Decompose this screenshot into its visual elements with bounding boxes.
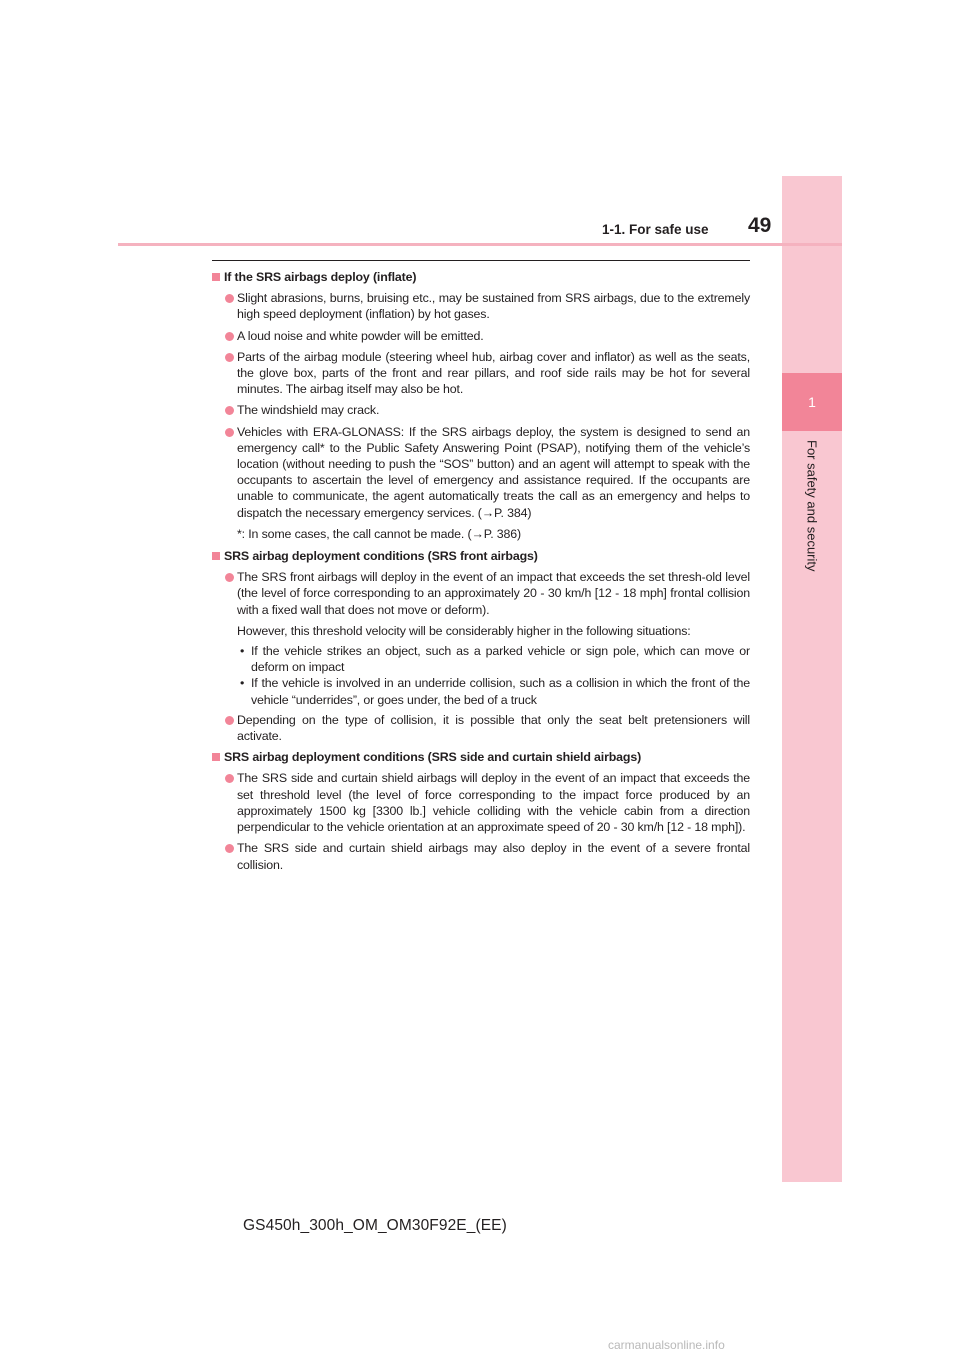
square-bullet-icon <box>212 273 220 281</box>
square-bullet-icon <box>212 552 220 560</box>
page-number: 49 <box>748 214 772 237</box>
watermark: carmanualsonline.info <box>608 1338 725 1352</box>
square-bullet-icon <box>212 753 220 761</box>
list-item: The SRS side and curtain shield airbags may also deploy in the event of a severe frontal collision. <box>212 840 750 872</box>
list-item: The SRS side and curtain shield airbags will deploy in the event of an impact that exceeds the set threshold level (the level of force corresponding to the impact force produced by an approximately 1500 kg [3300 lb.] vehicle colliding with the vehicle cabin from a direction perpendicular to the vehicle orientation at an approximate speed of 20 - 30 km/h [12 - 18 mph]). <box>212 770 750 835</box>
document-code: GS450h_300h_OM_OM30F92E_(EE) <box>243 1217 507 1234</box>
list-item: A loud noise and white powder will be emitted. <box>212 328 750 344</box>
content-top-rule <box>212 260 750 261</box>
circle-bullet-icon <box>225 716 234 725</box>
circle-bullet-icon <box>225 294 234 303</box>
header-rule <box>118 243 842 246</box>
paragraph: However, this threshold velocity will be considerably higher in the following situations: <box>237 623 691 638</box>
list-item: Vehicles with ERA-GLONASS: If the SRS airbags deploy, the system is designed to send an emergency call* to the Public Safety Answering Point (PSAP), notifying them of the vehicle’s location (without needing to push the “SOS” button) and an agent will attempt to speak with the occupants to ascertain the level of emergency and assistance required. If the occupants are unable to communicate, the agent automatically treats the call as an emergency and helps to dispatch the necessary emergency services. (→P. 384) <box>212 424 750 521</box>
chapter-number: 1 <box>808 394 816 410</box>
list-item: The SRS front airbags will deploy in the event of an impact that exceeds the set thresh-old level (the level of force corresponding to an approximately 20 - 30 km/h [12 - 18 mph] frontal collision with a fixed wall that does not move or deform). <box>212 569 750 618</box>
list-item: Slight abrasions, burns, bruising etc., may be sustained from SRS airbags, due to the extremely high speed deployment (inflation) by hot gases. <box>212 290 750 322</box>
chapter-side-tab <box>782 176 842 1182</box>
circle-bullet-icon <box>225 406 234 415</box>
circle-bullet-icon <box>225 332 234 341</box>
circle-bullet-icon <box>225 573 234 582</box>
chapter-label: For safety and security <box>804 440 820 572</box>
list-item: The windshield may crack. <box>212 402 750 418</box>
list-item: Depending on the type of collision, it is possible that only the seat belt pretensioners will activate. <box>212 712 750 744</box>
footnote: *: In some cases, the call cannot be made. (→P. 386) <box>237 526 521 541</box>
chapter-number-tab[interactable] <box>782 373 842 431</box>
circle-bullet-icon <box>225 844 234 853</box>
page-content <box>212 269 750 878</box>
sub-list-item: • If the vehicle strikes an object, such as a parked vehicle or sign pole, which can move or deform on impact <box>240 644 750 675</box>
sub-list-item: • If the vehicle is involved in an underride collision, such as a collision in which the front of the vehicle “underrides”, or goes under, the bed of a truck <box>240 676 750 707</box>
circle-bullet-icon <box>225 353 234 362</box>
list-item: Parts of the airbag module (steering wheel hub, airbag cover and inflator) as well as the seats, the glove box, parts of the front and rear pillars, and roof side rails may be hot for several minutes. The airbag itself may also be hot. <box>212 349 750 398</box>
section-heading: If the SRS airbags deploy (inflate) <box>212 269 750 285</box>
section-heading: SRS airbag deployment conditions (SRS front airbags) <box>212 548 750 564</box>
circle-bullet-icon <box>225 774 234 783</box>
section-title: 1-1. For safe use <box>602 222 709 237</box>
circle-bullet-icon <box>225 428 234 437</box>
section-heading: SRS airbag deployment conditions (SRS side and curtain shield airbags) <box>212 749 750 765</box>
